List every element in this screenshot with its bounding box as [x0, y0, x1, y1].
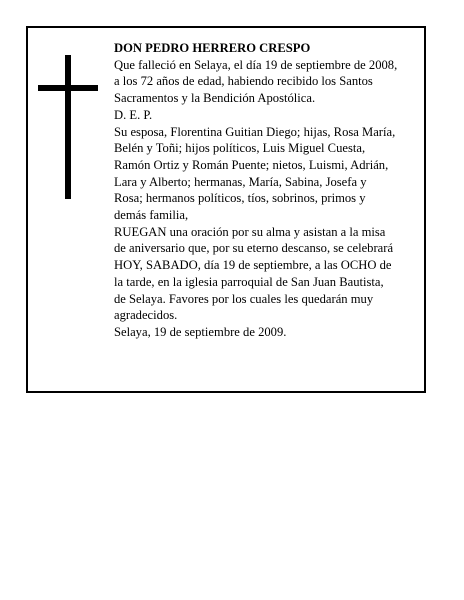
notice-text — [114, 40, 424, 341]
notice-line: demás familia, — [114, 208, 189, 223]
cross-horizontal-bar — [38, 85, 98, 91]
cross-vertical-bar — [65, 55, 71, 199]
rest-in-peace-line: D. E. P. — [114, 107, 153, 122]
notice-date-line: Selaya, 19 de septiembre de 2009. — [114, 324, 287, 339]
notice-line: Belén y Toñi; hijos políticos, Luis Miguel Cuesta, — [114, 141, 366, 156]
notice-line: a los 72 años de edad, habiendo recibido los Santos — [114, 74, 373, 89]
notice-line: de aniversario que, por su eterno descanso, se celebrará — [114, 241, 394, 256]
notice-line: Lara y Alberto; hermanas, María, Sabina, Josefa y — [114, 174, 367, 189]
notice-line: Rosa; hermanos políticos, tíos, sobrinos, primos y — [114, 191, 366, 206]
obituary-notice — [26, 26, 426, 393]
notice-line: Ramón Ortiz y Román Puente; nietos, Luismi, Adrián, — [114, 157, 389, 172]
deceased-name: DON PEDRO HERRERO CRESPO — [114, 41, 311, 55]
notice-line: la tarde, en la iglesia parroquial de San Juan Bautista, — [114, 274, 384, 289]
notice-line: de Selaya. Favores por los cuales les quedarán muy — [114, 291, 374, 306]
notice-line: Sacramentos y la Bendición Apostólica. — [114, 91, 316, 106]
notice-line: agradecidos. — [114, 308, 178, 323]
notice-line: HOY, SABADO, día 19 de septiembre, a las OCHO de — [114, 258, 392, 273]
notice-line: Su esposa, Florentina Guitian Diego; hijas, Rosa María, — [114, 124, 396, 139]
cross-icon — [38, 55, 98, 199]
notice-line: Que falleció en Selaya, el día 19 de septiembre de 2008, — [114, 57, 398, 72]
notice-line: RUEGAN una oración por su alma y asistan a la misa — [114, 224, 386, 239]
